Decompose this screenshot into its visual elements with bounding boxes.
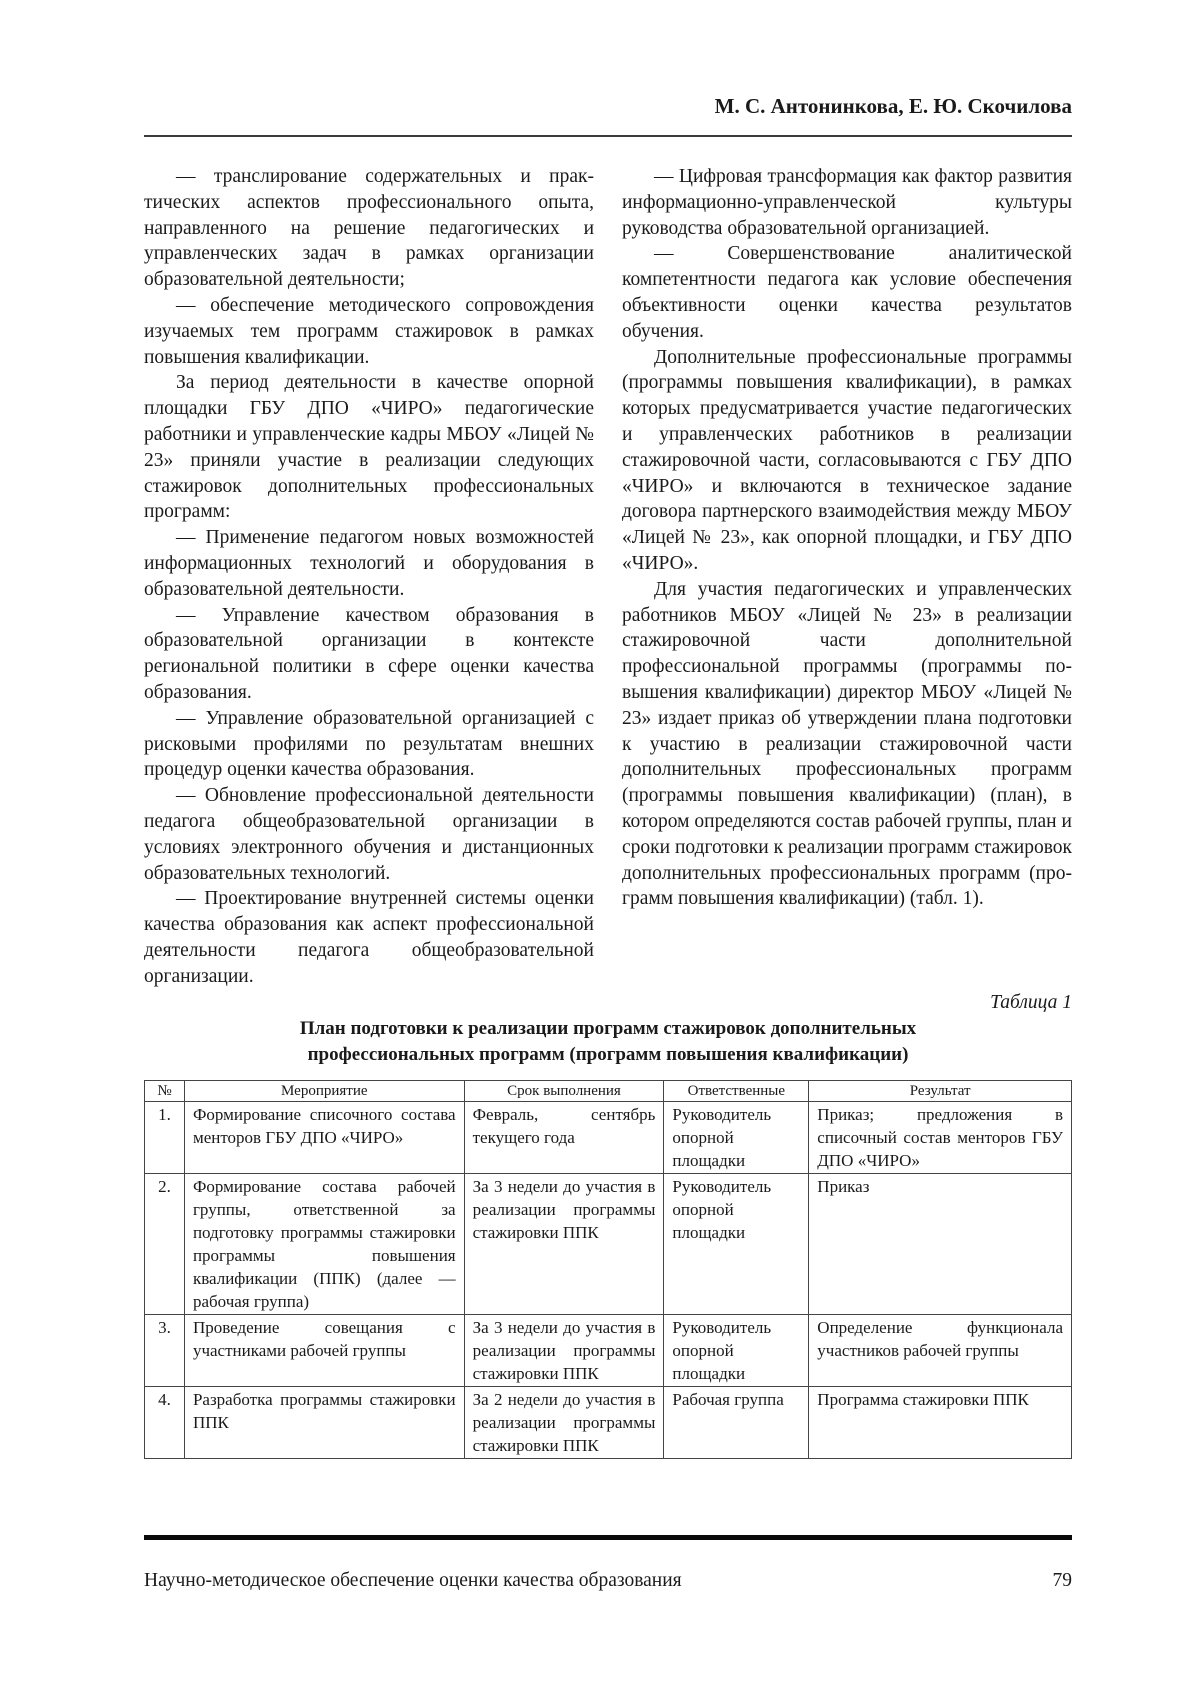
- left-column: [144, 164, 594, 990]
- paragraph: За период деятельности в качестве опорной площадки ГБУ ДПО «ЧИРО» педагогические работники и управленческие кадры МБОУ «Лицей № 23» приняли участие в реализации следующих стажировок дополнительных профессиональных программ:: [144, 372, 594, 523]
- paragraph: — обеспечение методического сопровождения изучаемых тем программ стажировок в рамках повышения квалификации.: [144, 294, 594, 368]
- paragraph: — Обновление профессиональной деятельности педагога общеобразовательной организации в условиях электронного обучения и дистанционных образовательных технологий.: [144, 785, 594, 884]
- page-number: 79: [1052, 1570, 1072, 1591]
- cell-result: Определение функционала участников рабочей группы: [809, 1315, 1072, 1387]
- cell-activity: Формирование списочного состава менторов ГБУ ДПО «ЧИРО»: [184, 1102, 464, 1174]
- cell-result: Приказ; предложения в списочный состав менторов ГБУ ДПО «ЧИРО»: [809, 1102, 1072, 1174]
- cell-number: 3.: [145, 1315, 185, 1387]
- table-row: [145, 1174, 1072, 1315]
- column-header-number: №: [145, 1081, 185, 1102]
- cell-activity: Формирование состава рабочей группы, ответственной за подготовку программы стажировки программы повышения квалификации (ППК) (далее — рабочая группа): [184, 1174, 464, 1315]
- paragraph: — Применение педагогом новых возможностей информационных технологий и оборудования в образовательной деятельности.: [144, 527, 594, 600]
- plan-table: [144, 1080, 1072, 1459]
- cell-deadline: За 3 недели до участия в реализации программы стажировки ППК: [464, 1174, 664, 1315]
- cell-number: 2.: [145, 1174, 185, 1315]
- column-header-deadline: Срок выполнения: [464, 1081, 664, 1102]
- cell-activity: Проведение совещания с участниками рабочей группы: [184, 1315, 464, 1387]
- paragraph: — транслирование содержательных и практических аспектов профессионального опыта, направленного на решение педагогических и управленческих задач в рамках организации образовательной деятельности;: [144, 166, 594, 291]
- cell-responsible: Рабочая группа: [664, 1387, 809, 1459]
- running-header-authors: М. С. Антонинкова, Е. Ю. Скочилова: [714, 94, 1072, 118]
- table-row: [145, 1315, 1072, 1387]
- paragraph: — Проектирование внутренней системы оценки качества образования как аспект профессиональной деятельности педагога общеобразовательной организации.: [144, 888, 594, 987]
- table-title: [144, 1016, 1072, 1068]
- cell-number: 4.: [145, 1387, 185, 1459]
- column-header-result: Результат: [809, 1081, 1072, 1102]
- journal-title: Научно-методическое обеспечение оценки качества образования: [144, 1570, 682, 1591]
- cell-deadline: За 3 недели до участия в реализации программы стажировки ППК: [464, 1315, 664, 1387]
- table-row: [145, 1102, 1072, 1174]
- paragraph: — Управление качеством образования в образовательной организации в контексте региональной политики в сфере оценки качества образования.: [144, 604, 594, 703]
- footer-divider: [144, 1535, 1072, 1540]
- table-title-line: План подготовки к реализации программ стажировок дополнительных: [299, 1018, 917, 1039]
- cell-responsible: Руководитель опорной площадки: [664, 1315, 809, 1387]
- paragraph: — Совершенствование аналитической компетентности педагога как условие обеспечения объективности оценки качества результатов обучения.: [622, 243, 1072, 342]
- paragraph: — Управление образовательной организацией с рисковыми профилями по результатам внешних процедур оценки качества образования.: [144, 707, 594, 781]
- right-column: [622, 164, 1072, 912]
- table-header-row: [145, 1081, 1072, 1102]
- cell-deadline: Февраль, сентябрь текущего года: [464, 1102, 664, 1174]
- cell-activity: Разработка программы стажировки ППК: [184, 1387, 464, 1459]
- column-header-responsible: Ответственные: [664, 1081, 809, 1102]
- cell-result: Приказ: [809, 1174, 1072, 1315]
- cell-responsible: Руководитель опорной площадки: [664, 1102, 809, 1174]
- cell-responsible: Руководитель опорной площадки: [664, 1174, 809, 1315]
- paragraph: — Цифровая трансформация как фактор развития информационно-управленческой культуры руководства образовательной организацией.: [622, 166, 1072, 239]
- header-divider: [144, 135, 1072, 137]
- cell-result: Программа стажировки ППК: [809, 1387, 1072, 1459]
- table-title-line: профессиональных программ (программ повышения квалификации): [307, 1044, 909, 1065]
- cell-number: 1.: [145, 1102, 185, 1174]
- cell-deadline: За 2 недели до участия в реализации программы стажировки ППК: [464, 1387, 664, 1459]
- table-label: Таблица 1: [990, 992, 1072, 1013]
- paragraph: Для участия педагогических и управленческих работников МБОУ «Лицей № 23» в реализации стажировочной части дополнительной профессиональной программы (программы повышения квалификации) директор МБОУ «Лицей № 23» издает приказ об утверждении плана подготовки к участию в реализации стажировочной части дополнительных профессиональных программ (программы повышения квалификации) (план), в котором определяются состав рабочей группы, план и сроки подготовки к реализации программ стажировок дополнительных профессиональных программ (программ повышения квалификации) (табл. 1).: [622, 578, 1072, 910]
- column-header-activity: Мероприятие: [184, 1081, 464, 1102]
- paragraph: Дополнительные профессиональные программы (программы повышения квалификации), в рамках которых предусматривается участие педагогических и управленческих работников в реализации стажировочной части, согласовываются с ГБУ ДПО «ЧИРО» и включаются в техническое задание договора партнерского взаимодействия между МБОУ «Лицей № 23», как опорной площадки, и ГБУ ДПО «ЧИРО».: [622, 346, 1072, 574]
- table-row: [145, 1387, 1072, 1459]
